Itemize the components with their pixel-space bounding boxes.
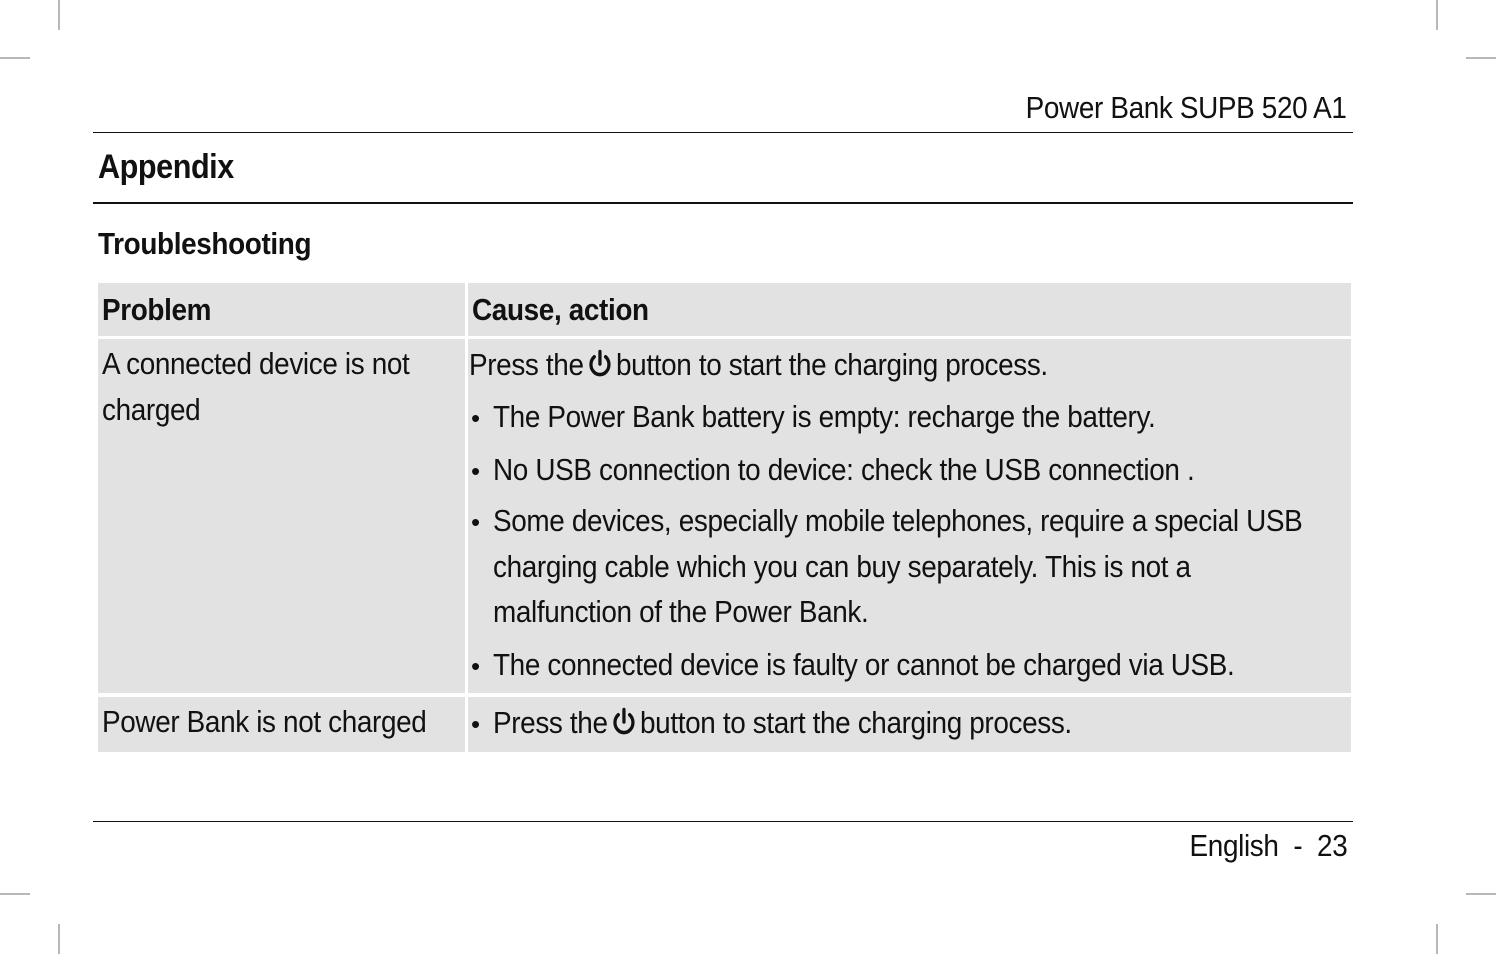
cause-bullet-after-icon: button to start the charging process. — [640, 705, 1072, 740]
problem-text-line: Power Bank is not charged — [102, 704, 427, 739]
footer-rule — [93, 821, 1353, 822]
bullet-marker: • — [471, 507, 481, 537]
page-number: 23 — [1316, 828, 1347, 863]
crop-mark-top-left-horizontal — [0, 57, 30, 59]
subsection-title: Troubleshooting — [98, 226, 312, 261]
cause-intro-before-icon: Press the — [469, 347, 584, 382]
cause-bullet-text-continued: malfunction of the Power Bank. — [493, 594, 869, 629]
crop-mark-top-right-vertical — [1436, 0, 1438, 30]
cause-bullet-before-icon: Press the — [493, 705, 608, 740]
header-rule — [93, 132, 1353, 133]
section-title: Appendix — [98, 148, 234, 186]
section-rule — [93, 202, 1353, 204]
bullet-marker: • — [471, 403, 481, 433]
crop-mark-bottom-left-horizontal — [0, 893, 30, 895]
bullet-marker: • — [471, 709, 481, 739]
running-header-product-title: Power Bank SUPB 520 A1 — [1026, 90, 1347, 125]
cause-intro-after-icon: button to start the charging process. — [616, 347, 1048, 382]
cause-bullet-with-icon — [493, 700, 1072, 746]
cause-bullet-text-continued: charging cable which you can buy separately. This is not a — [493, 549, 1191, 584]
cause-bullet-text: No USB connection to device: check the USB connection . — [493, 452, 1195, 487]
table-header-cell-cause — [468, 283, 1351, 336]
crop-mark-bottom-right-vertical — [1436, 924, 1438, 954]
footer-language: English — [1189, 828, 1279, 863]
bullet-marker: • — [471, 456, 481, 486]
table-row-2-problem-cell — [98, 697, 465, 752]
crop-mark-top-right-horizontal — [1466, 57, 1496, 59]
table-row-1-problem-cell — [98, 339, 465, 693]
column-header-problem: Problem — [102, 292, 212, 327]
power-icon — [587, 349, 613, 379]
crop-mark-top-left-vertical — [58, 0, 60, 30]
table-row-1-cause-cell — [468, 339, 1351, 693]
cause-intro-line — [469, 342, 1048, 388]
page-footer — [1189, 828, 1347, 864]
power-icon — [611, 707, 637, 737]
cause-bullet-text: The connected device is faulty or cannot be charged via USB. — [493, 647, 1235, 682]
table-row-2-cause-cell — [468, 697, 1351, 752]
cause-bullet-text: Some devices, especially mobile telephones, require a special USB — [493, 503, 1303, 538]
problem-text-line: charged — [102, 392, 201, 427]
problem-text-line: A connected device is not — [102, 346, 410, 381]
bullet-marker: • — [471, 651, 481, 681]
crop-mark-bottom-right-horizontal — [1466, 893, 1496, 895]
footer-separator: - — [1292, 828, 1302, 863]
cause-bullet-text: The Power Bank battery is empty: recharge the battery. — [493, 399, 1156, 434]
column-header-cause-action: Cause, action — [472, 292, 649, 327]
table-header-cell-problem — [98, 283, 465, 336]
crop-mark-bottom-left-vertical — [58, 924, 60, 954]
